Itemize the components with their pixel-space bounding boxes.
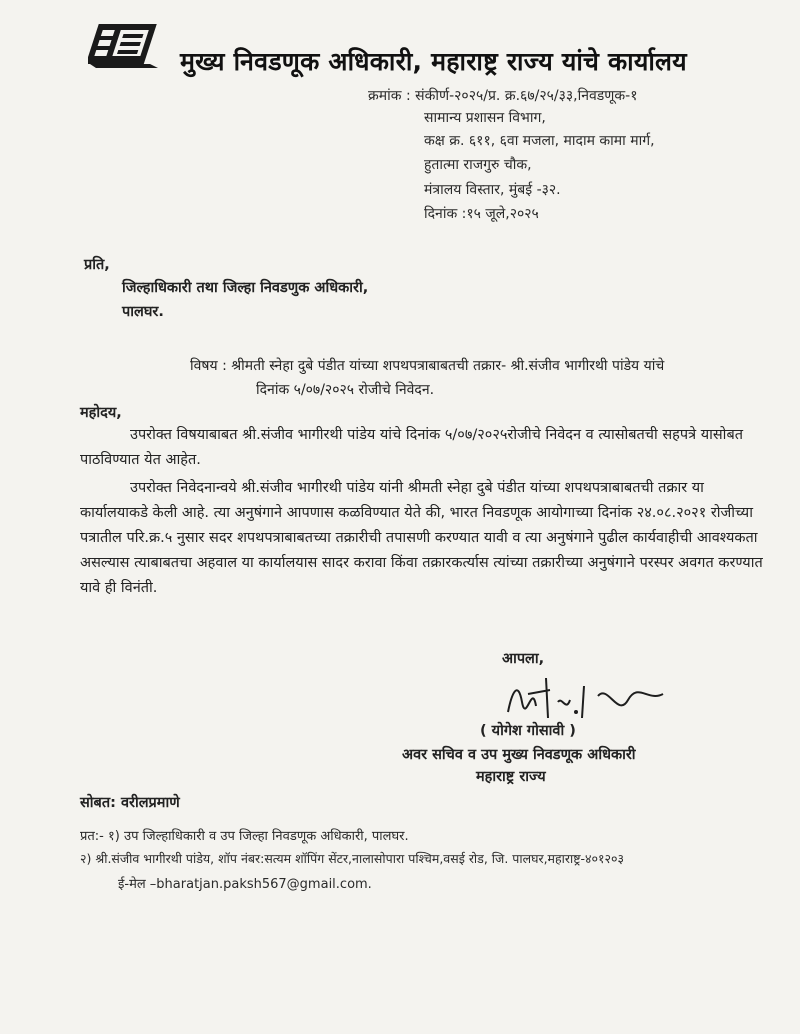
- address-line-1: सामान्य प्रशासन विभाग,: [424, 110, 546, 126]
- election-emblem-logo: [88, 14, 164, 70]
- paragraph-1: उपरोक्त विषयाबाबत श्री.संजीव भागीरथी पांडेय यांचे दिनांक ५/०७/२०२५रोजीचे निवेदन व त्यासोबतची सहपत्रे यासोबत पाठविण्यात येत आहेत.: [80, 427, 743, 468]
- signatory-name: ( योगेश गोसावी ): [480, 723, 576, 739]
- recipient-place: पालघर.: [122, 304, 164, 320]
- letter-date: दिनांक :१५ जूले,२०२५: [424, 206, 539, 222]
- closing: आपला,: [502, 651, 545, 667]
- copy-to-line-1: प्रत:- १) उप जिल्हाधिकारी व उप जिल्हा निवडणूक अधिकारी, पालघर.: [80, 829, 409, 844]
- enclosure-note: सोबत: वरीलप्रमाणे: [80, 795, 180, 811]
- recipient-designation: जिल्हाधिकारी तथा जिल्हा निवडणुक अधिकारी,: [122, 280, 369, 296]
- paragraph-2: उपरोक्त निवेदनान्वये श्री.संजीव भागीरथी पांडेय यांनी श्रीमती स्नेहा दुबे पंडीत यांच्या शपथपत्राबाबतची तक्रार या कार्यालयाकडे केली आहे. त्या अनुषंगाने आपणास कळविण्यात येते की, भारत निवडणूक आयोगाच्या दिनांक २४.०८.२०२१ रोजीच्या पत्रातील परि.क्र.५ नुसार सदर शपथपत्राबाबतच्या तक्रारीची तपासणी करण्यात यावी व त्या अनुषंगाने पुढील कार्यवाहीची आवश्यकता असल्यास त्याबाबतचा अहवाल या कार्यालयास सादर करावा किंवा तक्रारकर्त्यास त्यांच्या तक्रारीच्या अनुषंगाने परस्पर अवगत करण्यात यावे ही विनंती.: [80, 480, 763, 596]
- signatory-state: महाराष्ट्र राज्य: [476, 769, 546, 785]
- handwritten-signature: [488, 672, 678, 727]
- office-title: मुख्य निवडणूक अधिकारी, महाराष्ट्र राज्य यांचे कार्यालय: [180, 47, 687, 76]
- copy-to-line-2: २) श्री.संजीव भागीरथी पांडेय, शॉप नंबर:सत्यम शॉपिंग सेंटर,नालासोपारा पश्चिम,वसई रोड, जि. पालघर,महाराष्ट्र-४०१२०३: [80, 851, 625, 866]
- address-line-3: हुतात्मा राजगुरु चौक,: [424, 157, 532, 173]
- reference-number: क्रमांक : संकीर्ण-२०२५/प्र. क्र.६७/२५/३३,निवडणूक-१: [368, 88, 638, 104]
- copy-email: ई-मेल –bharatjan.paksh567@gmail.com.: [118, 877, 372, 892]
- subject-line-2: दिनांक ५/०७/२०२५ रोजीचे निवेदन.: [256, 382, 435, 398]
- subject-line-1: विषय : श्रीमती स्नेहा दुबे पंडीत यांच्या शपथपत्राबाबतची तक्रार- श्री.संजीव भागीरथी पांडेय यांचे: [190, 358, 665, 374]
- address-line-2: कक्ष क्र. ६११, ६वा मजला, मादाम कामा मार्ग,: [424, 133, 655, 149]
- address-line-4: मंत्रालय विस्तार, मुंबई -३२.: [424, 182, 561, 198]
- salutation: महोदय,: [80, 405, 122, 421]
- signatory-designation: अवर सचिव व उप मुख्य निवडणूक अधिकारी: [402, 747, 636, 763]
- recipient-label: प्रति,: [84, 257, 110, 273]
